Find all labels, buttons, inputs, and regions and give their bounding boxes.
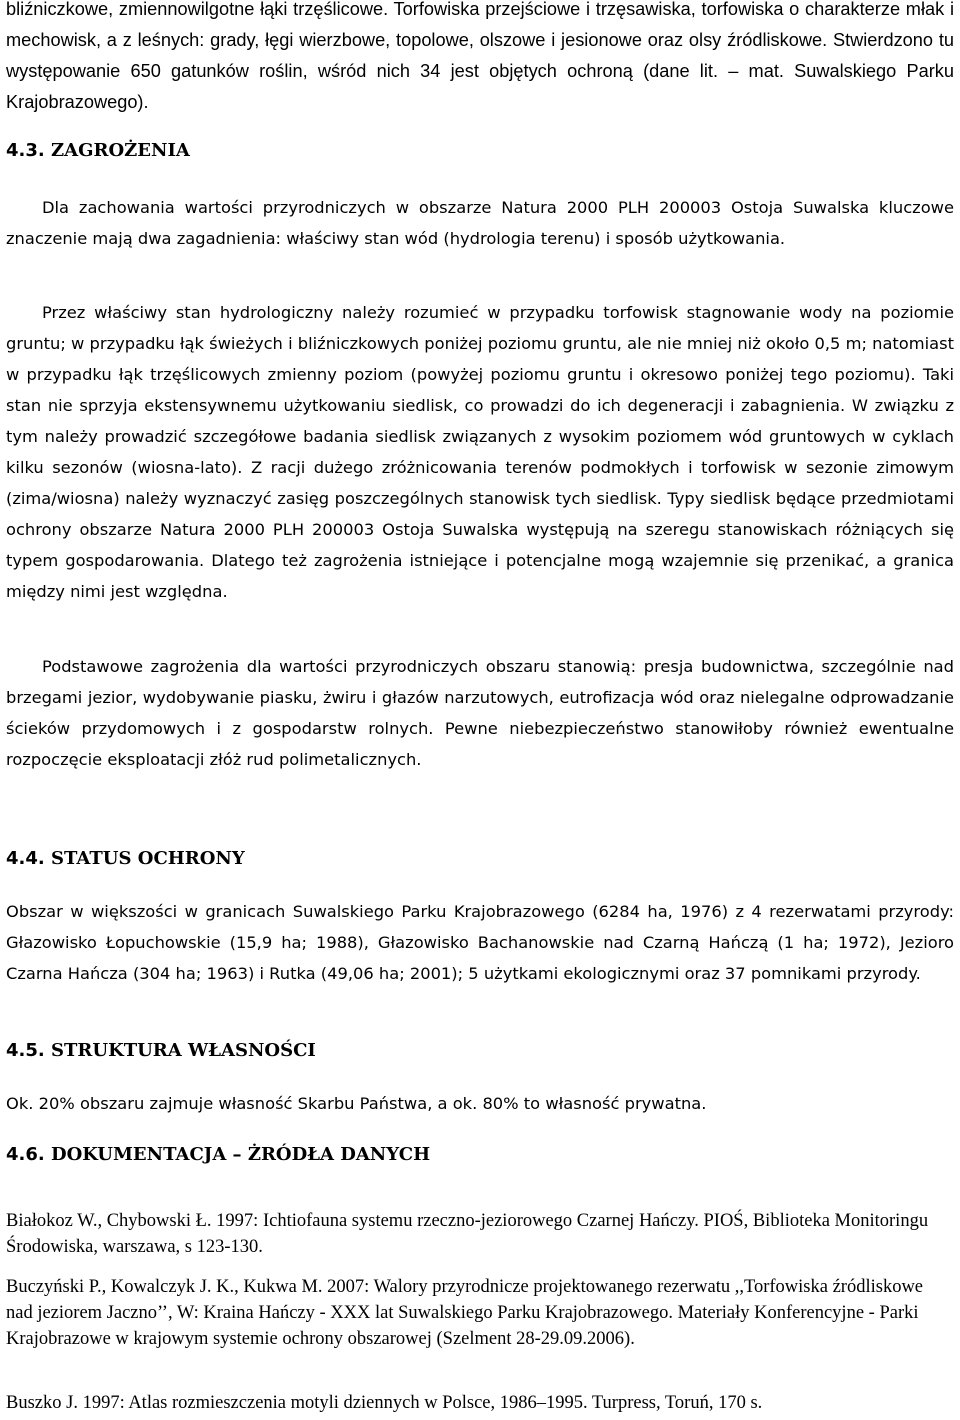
reference-item: Białokoz W., Chybowski Ł. 1997: Ichtiofauna systemu rzeczno-jeziorowego Czarnej Hańczy. PIOŚ, Biblioteka Monitoringu Środowiska, warszawa, s 123-130. [6, 1211, 929, 1257]
section-heading-ownership [6, 1038, 954, 1064]
section-heading-protection-status [6, 846, 954, 872]
reference-item: Buczyński P., Kowalczyk J. K., Kukwa M. 2007: Walory przyrodnicze projektowanego rezerwatu ,,Torfowiska źródliskowe nad jeziorem Jaczno’’, W: Kraina Hańczy - XXX lat Suwalskiego Parku Krajobrazowego. Materiały Konferencyjne - Parki Krajobrazowe w krajowym systemie ochrony obszarowej (Szelment 28-29.09.2006). [6, 1277, 924, 1349]
section-title: STATUS OCHRONY [51, 848, 245, 869]
section-title: STRUKTURA WŁASNOŚCI [51, 1040, 316, 1061]
section-number: 4.3. [6, 140, 45, 161]
section-number: 4.5. [6, 1040, 45, 1061]
protection-status-paragraph: Obszar w większości w granicach Suwalskiego Parku Krajobrazowego (6284 ha, 1976) z 4 rezerwatami przyrody: Głazowisko Łopuchowskie (15,9 ha; 1988), Głazowisko Bachanowskie nad Czarną Hańczą (1 ha; 1972), Jezioro Czarna Hańcza (304 ha; 1963) i Rutka (49,06 ha; 2001); 5 użytkami ekologicznymi oraz 37 pomnikami przyrody. [6, 902, 954, 983]
section-heading-threats [6, 138, 954, 164]
reference-item: Buszko J. 1997: Atlas rozmieszczenia motyli dziennych w Polsce, 1986–1995. Turpress, Toruń, 170 s. [6, 1393, 763, 1413]
threats-paragraph-3: Podstawowe zagrożenia dla wartości przyrodniczych obszaru stanowią: presja budownictwa, szczególnie nad brzegami jezior, wydobywanie piasku, żwiru i głazów narzutowych, eutrofizacja wód oraz nielegalne odprowadzanie ścieków przydomowych i z gospodarstw rolnych. Pewne niebezpieczeństwo stanowiłoby również ewentualne rozpoczęcie eksploatacji złóż rud polimetalicznych. [6, 657, 954, 769]
section-title: ZAGROŻENIA [51, 140, 190, 161]
section-title: DOKUMENTACJA – ŻRÓDŁA DANYCH [51, 1144, 431, 1165]
threats-paragraph-1: Dla zachowania wartości przyrodniczych w obszarze Natura 2000 PLH 200003 Ostoja Suwalska kluczowe znaczenie mają dwa zagadnienia: właściwy stan wód (hydrologia terenu) i sposób użytkowania. [6, 198, 954, 248]
section-number: 4.4. [6, 848, 45, 869]
ownership-paragraph: Ok. 20% obszaru zajmuje własność Skarbu Państwa, a ok. 80% to własność prywatna. [6, 1094, 707, 1113]
intro-paragraph: bliźniczkowe, zmiennowilgotne łąki trzęślicowe. Torfowiska przejściowe i trzęsawiska, torfowiska o charakterze młak i mechowisk, a z leśnych: grady, łęgi wierzbowe, topolowe, olszowe i jesionowe oraz olsy źródliskowe. Stwierdzono tu występowanie 650 gatunków roślin, wśród nich 34 jest objętych ochroną (dane lit. – mat. Suwalskiego Parku Krajobrazowego). [6, 0, 954, 112]
section-heading-documentation [6, 1142, 954, 1168]
threats-paragraph-2: Przez właściwy stan hydrologiczny należy rozumieć w przypadku torfowisk stagnowanie wody na poziomie gruntu; w przypadku łąk świeżych i bliźniczkowych poniżej poziomu gruntu, ale nie mniej niż około 0,5 m; natomiast w przypadku łąk trzęślicowych zmienny poziom (powyżej poziomu gruntu i okresowo poniżej tego poziomu). Taki stan nie sprzyja ekstensywnemu użytkowaniu siedlisk, co prowadzi do ich degeneracji i zabagnienia. W związku z tym należy prowadzić szczegółowe badania siedlisk związanych z wysokim poziomem wód gruntowych w cyklach kilku sezonów (wiosna-lato). Z racji dużego zróżnicowania terenów podmokłych i torfowisk w sezonie zimowym (zima/wiosna) należy wyznaczyć zasięg poszczególnych stanowisk tych siedlisk. Typy siedlisk będące przedmiotami ochrony obszarze Natura 2000 PLH 200003 Ostoja Suwalska występują na szeregu stanowiskach różniących się typem gospodarowania. Dlatego też zagrożenia istniejące i potencjalne mogą wzajemnie się przenikać, a granica między nimi jest względna. [6, 303, 954, 601]
section-number: 4.6. [6, 1144, 45, 1165]
